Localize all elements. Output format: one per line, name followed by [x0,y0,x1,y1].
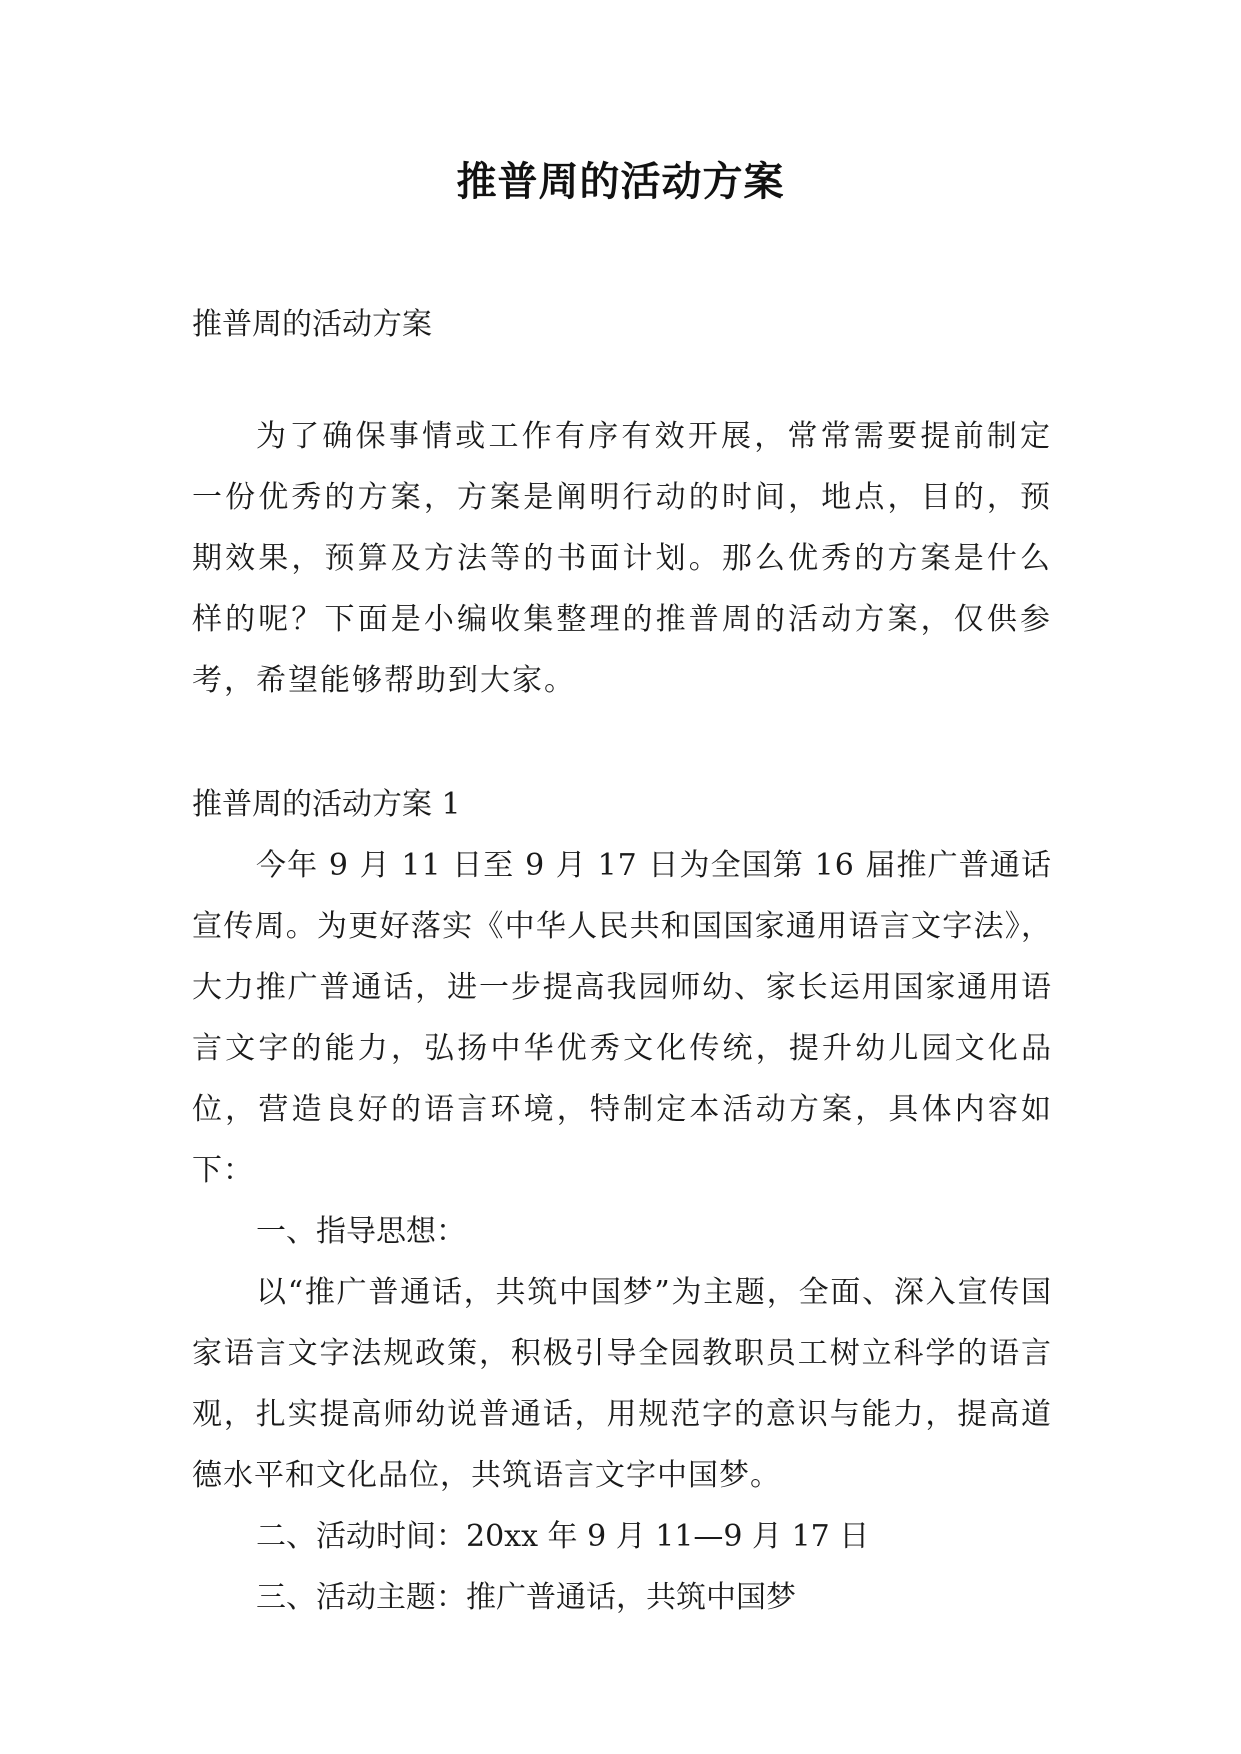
activity-theme: 三、活动主题：推广普通话，共筑中国梦 [256,1580,796,1615]
section-heading: 推普周的活动方案 1 [192,787,461,822]
spacer [192,355,1052,406]
document-subtitle: 推普周的活动方案 [192,307,432,342]
section-paragraph: 今年 9 月 11 日至 9 月 17 日为全国第 16 届推广普通话宣传周。为更好落实《中华人民共和国国家通用语言文字法》，大力推广普通话，进一步提高我园师幼、家长运用国家通用语言文字的能力，弘扬中华优秀文化传统，提升幼儿园文化品位，营造良好的语言环境，特制定本活动方案，具体内容如下： [192,848,1052,1188]
spacer [192,711,1052,774]
guiding-heading: 一、指导思想： [256,1214,466,1249]
document-title: 推普周的活动方案 [456,159,785,205]
activity-time: 二、活动时间：20xx 年 9 月 11—9 月 17 日 [256,1519,870,1554]
document-body [192,294,1052,1628]
guiding-paragraph: 以“推广普通话，共筑中国梦”为主题，全面、深入宣传国家语言文字法规政策，积极引导全园教职员工树立科学的语言观，扎实提高师幼说普通话，用规范字的意识与能力，提高道德水平和文化品位，共筑语言文字中国梦。 [192,1275,1052,1493]
intro-paragraph: 为了确保事情或工作有序有效开展，常常需要提前制定一份优秀的方案，方案是阐明行动的时间，地点，目的，预期效果，预算及方法等的书面计划。那么优秀的方案是什么样的呢？下面是小编收集整理的推普周的活动方案，仅供参考，希望能够帮助到大家。 [192,419,1052,698]
